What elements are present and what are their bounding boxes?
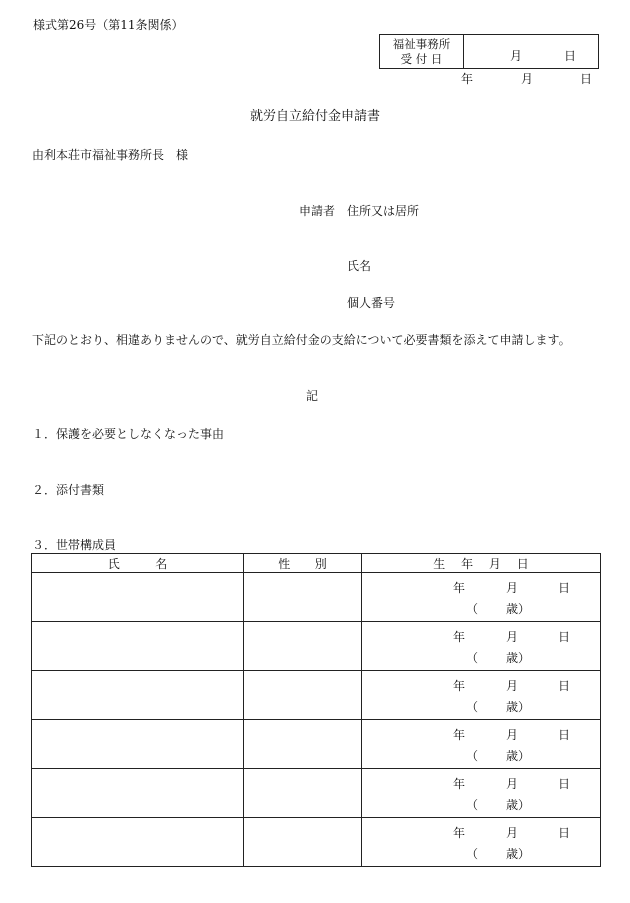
date-year[interactable]: 年 [461,72,474,86]
member-sex-cell[interactable] [244,720,362,769]
member-sex-cell[interactable] [244,573,362,622]
birth-day: 日 [558,679,571,693]
addressee: 由利本荘市福祉事務所長 様 [32,148,189,162]
birth-year: 年 [453,581,466,595]
birth-month: 月 [506,581,519,595]
receipt-divider [463,35,464,68]
birth-day: 日 [558,826,571,840]
header-birthdate: 生 年 月 日 [362,554,601,573]
member-birthdate-cell[interactable] [362,720,601,769]
age-open: （ [466,602,479,616]
address-label: 住所又は居所 [347,204,420,218]
member-name-cell[interactable] [32,769,244,818]
member-sex-cell[interactable] [244,622,362,671]
applicant-label: 申請者 [299,204,336,218]
section-reason: １．保護を必要としなくなった事由 [32,427,225,441]
birth-month: 月 [506,777,519,791]
birth-day: 日 [558,728,571,742]
table-row [32,622,601,671]
birth-month: 月 [506,728,519,742]
household-members-table [31,553,601,867]
mynumber-label: 個人番号 [347,296,396,310]
age-open: （ [466,651,479,665]
receipt-label-line1: 福祉事務所 [392,37,451,51]
age-open: （ [466,700,479,714]
ki-label: 記 [306,389,319,403]
birth-year: 年 [453,777,466,791]
receipt-day[interactable]: 日 [564,49,577,63]
section-members: ３．世帯構成員 [32,538,117,552]
age-unit: 歳） [506,700,531,714]
member-name-cell[interactable] [32,720,244,769]
age-open: （ [466,847,479,861]
age-unit: 歳） [506,798,531,812]
member-name-cell[interactable] [32,671,244,720]
member-name-cell[interactable] [32,818,244,867]
document-title: 就労自立給付金申請書 [249,109,380,124]
table-row [32,573,601,622]
birth-year: 年 [453,679,466,693]
table-row [32,818,601,867]
age-unit: 歳） [506,847,531,861]
receipt-label-line2: 受 付 日 [400,52,443,66]
member-birthdate-cell[interactable] [362,671,601,720]
birth-month: 月 [506,630,519,644]
receipt-month[interactable]: 月 [510,49,523,63]
age-unit: 歳） [506,602,531,616]
receipt-date-box [379,34,599,69]
member-sex-cell[interactable] [244,818,362,867]
member-sex-cell[interactable] [244,671,362,720]
birth-day: 日 [558,777,571,791]
form-number: 様式第26号（第11条関係） [33,18,184,32]
table-row [32,769,601,818]
birth-year: 年 [453,630,466,644]
header-name-b: 名 [155,556,168,571]
member-name-cell[interactable] [32,573,244,622]
birth-day: 日 [558,630,571,644]
birth-day: 日 [558,581,571,595]
member-birthdate-cell[interactable] [362,622,601,671]
member-sex-cell[interactable] [244,769,362,818]
header-name [32,554,244,573]
member-birthdate-cell[interactable] [362,769,601,818]
birth-month: 月 [506,679,519,693]
date-day[interactable]: 日 [580,72,593,86]
name-label: 氏名 [347,259,372,273]
table-row [32,720,601,769]
birth-year: 年 [453,728,466,742]
age-open: （ [466,749,479,763]
birth-month: 月 [506,826,519,840]
birth-year: 年 [453,826,466,840]
member-birthdate-cell[interactable] [362,818,601,867]
table-row [32,671,601,720]
table-header-row [32,554,601,573]
date-month[interactable]: 月 [521,72,534,86]
statement: 下記のとおり、相違ありませんので、就労自立給付金の支給について必要書類を添えて申請します。 [32,333,571,347]
age-open: （ [466,798,479,812]
member-name-cell[interactable] [32,622,244,671]
header-sex [244,554,362,573]
header-sex-a: 性 [278,556,291,571]
header-sex-b: 別 [314,556,327,571]
age-unit: 歳） [506,749,531,763]
age-unit: 歳） [506,651,531,665]
member-birthdate-cell[interactable] [362,573,601,622]
section-documents: ２．添付書類 [32,483,105,497]
header-name-a: 氏 [107,556,120,571]
